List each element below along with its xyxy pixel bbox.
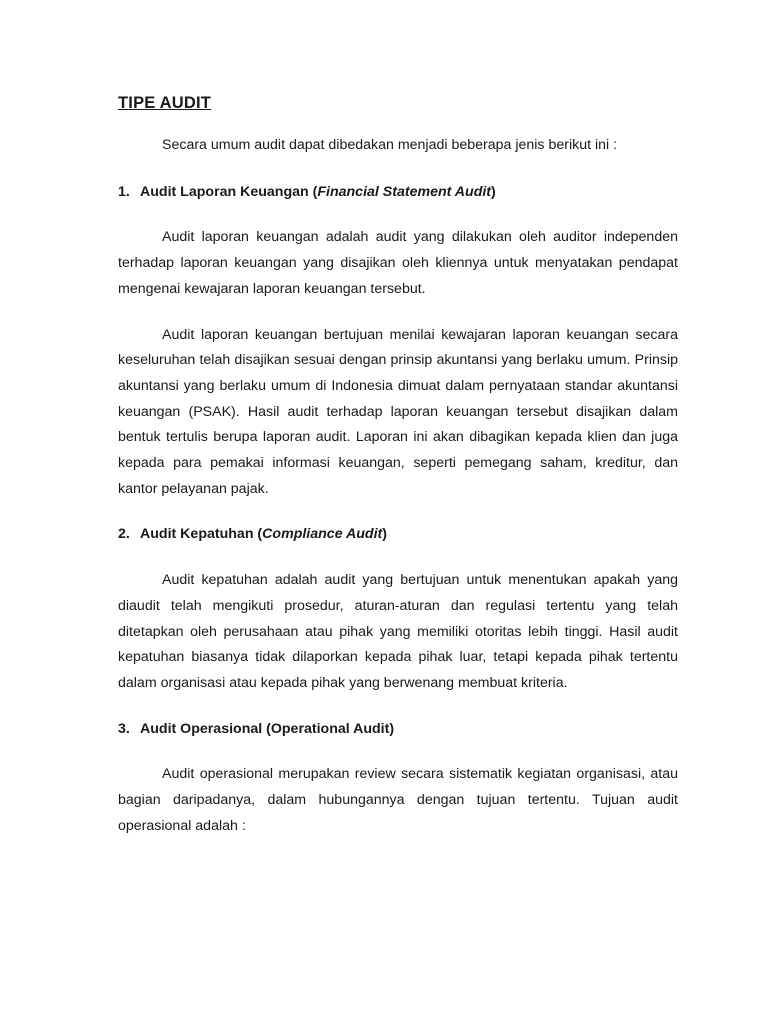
- section-heading-financial-statement-audit: [118, 180, 678, 206]
- section-heading-text: Audit Laporan Keuangan (: [140, 183, 318, 200]
- section-heading-text: Audit Kepatuhan (: [140, 526, 263, 543]
- section-heading-compliance-audit: [118, 522, 678, 548]
- section-number: 3.: [118, 720, 130, 737]
- body-paragraph: Audit operasional merupakan review secara sistematik kegiatan organisasi, atau bagian daripadanya, dalam hubungannya dengan tujuan tertentu. Tujuan audit operasional adalah :: [118, 766, 678, 834]
- section-number: 2.: [118, 526, 130, 543]
- body-paragraph: Audit laporan keuangan bertujuan menilai kewajaran laporan keuangan secara keseluruhan telah disajikan sesuai dengan prinsip akuntansi yang berlaku umum. Prinsip akuntansi yang berlaku umum di Indonesia dimuat dalam pernyataan standar akuntansi keuangan (PSAK). Hasil audit terhadap laporan keuangan tersebut disajikan dalam bentuk tertulis berupa laporan audit. Laporan ini akan dibagikan kepada klien dan juga kepada para pemakai informasi keuangan, seperti pemegang saham, kreditur, dan kantor pelayanan pajak.: [118, 326, 678, 497]
- section-heading-suffix: ): [491, 183, 496, 200]
- section-heading-italic: Compliance Audit: [262, 526, 383, 543]
- section-heading-text: Audit Operasional (Operational Audit): [140, 720, 395, 737]
- section-number: 1.: [118, 183, 130, 200]
- document-title: TIPE AUDIT: [118, 94, 212, 112]
- document-body: [118, 92, 678, 859]
- body-paragraph: Audit laporan keuangan adalah audit yang dilakukan oleh auditor independen terhadap laporan keuangan yang disajikan oleh kliennya untuk menyatakan pendapat mengenai kewajaran laporan keuangan tersebut.: [118, 229, 678, 297]
- section-heading-italic: Financial Statement Audit: [317, 183, 492, 200]
- section-heading-operational-audit: [118, 717, 678, 743]
- body-paragraph: Audit kepatuhan adalah audit yang bertujuan untuk menentukan apakah yang diaudit telah mengikuti prosedur, aturan-aturan dan regulasi tertentu yang telah ditetapkan oleh perusahaan atau pihak yang memiliki otoritas lebih tinggi. Hasil audit kepatuhan biasanya tidak dilaporkan kepada pihak luar, tetapi kepada pihak tertentu dalam organisasi atau kepada pihak yang berwenang membuat kriteria.: [118, 572, 678, 691]
- section-heading-suffix: ): [382, 526, 387, 543]
- intro-paragraph: Secara umum audit dapat dibedakan menjadi beberapa jenis berikut ini :: [162, 137, 618, 153]
